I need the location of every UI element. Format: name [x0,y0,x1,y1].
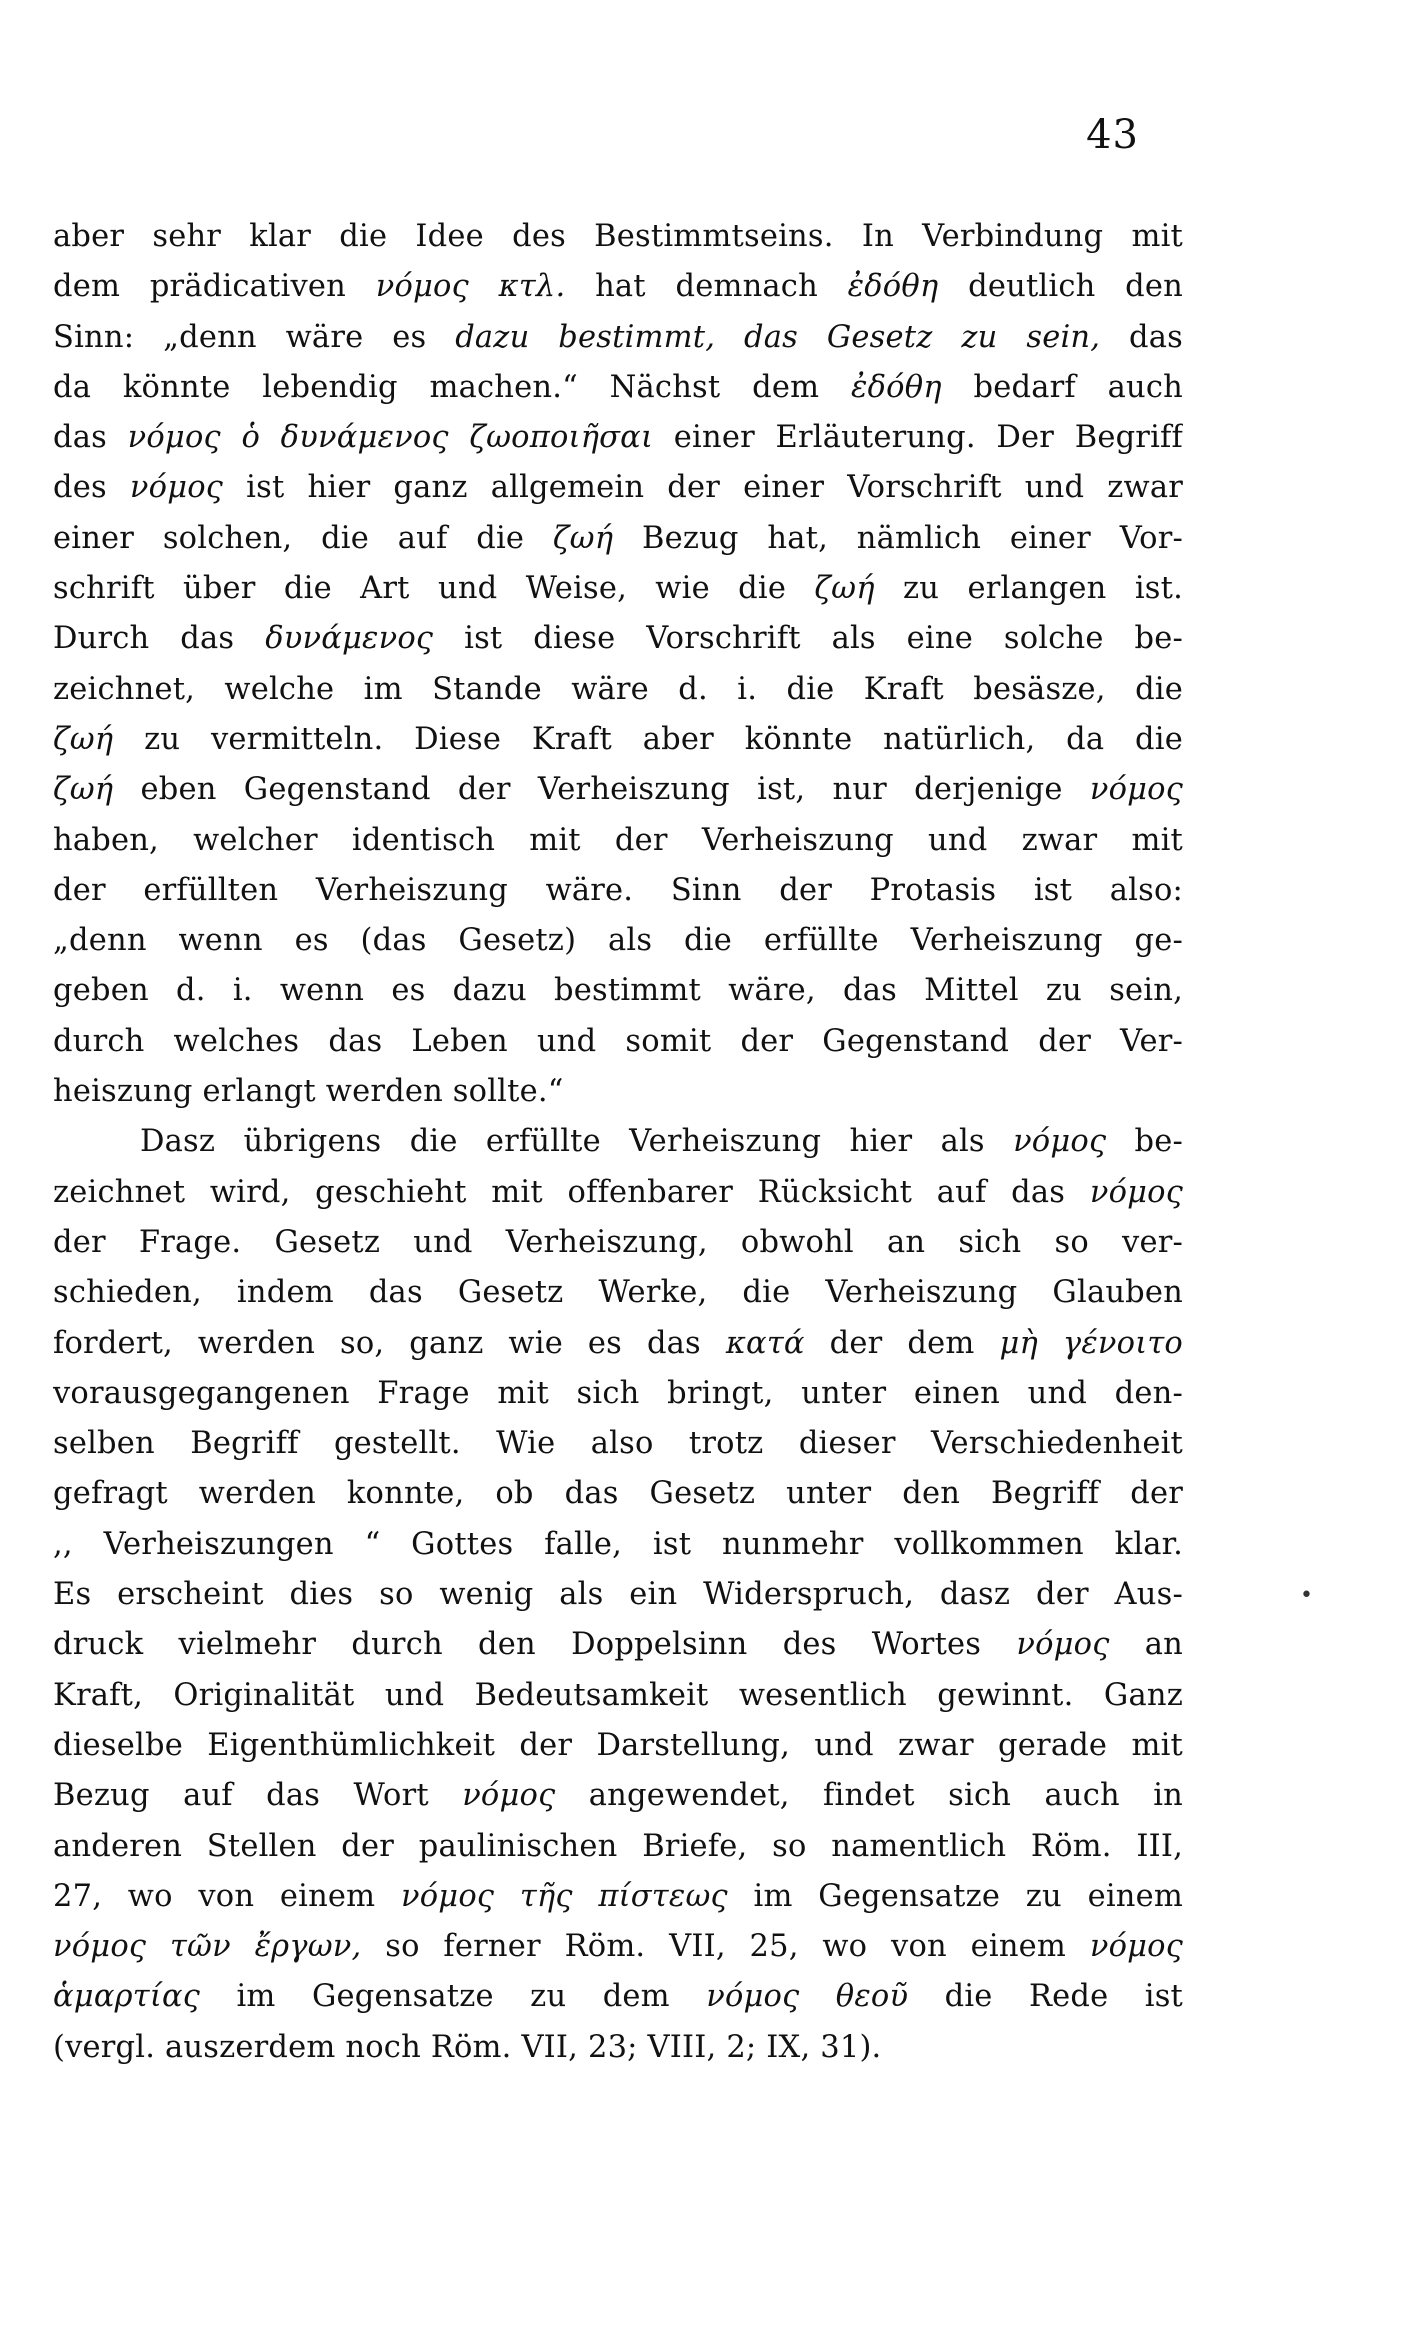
text-line: 27, wo von einem νόμος τῆς πίστεως im Gegensatze zu einem [53,1878,1183,1914]
text-line: heiszung erlangt werden sollte.“ [53,1074,564,1110]
text-line: schieden, indem das Gesetz Werke, die Verheiszung Glauben [53,1275,1183,1311]
text-line: druck vielmehr durch den Doppelsinn des Wortes νόμος an [53,1627,1183,1663]
text-line: der Frage. Gesetz und Verheiszung, obwohl an sich so ver- [53,1224,1183,1260]
text-line: das νόμος ὁ δυνάμενος ζωοποιῆσαι einer Erläuterung. Der Begriff [53,420,1183,456]
margin-mark: • [1300,1583,1313,1608]
text-line: Dasz übrigens die erfüllte Verheiszung hier als νόμος be- [140,1124,1183,1160]
text-line: fordert, werden so, ganz wie es das κατά der dem μὴ γένοιτο [53,1325,1183,1361]
text-line: selben Begriff gestellt. Wie also trotz dieser Verschiedenheit [53,1426,1183,1462]
text-line: Sinn: „denn wäre es dazu bestimmt, das Gesetz zu sein, das [53,319,1183,355]
text-line: zeichnet wird, geschieht mit offenbarer Rücksicht auf das νόμος [53,1174,1183,1210]
text-line: gefragt werden konnte, ob das Gesetz unter den Begriff der [53,1476,1183,1512]
text-line: des νόμος ist hier ganz allgemein der einer Vorschrift und zwar [53,470,1183,506]
text-line: ,, Verheiszungen “ Gottes falle, ist nunmehr vollkommen klar. [53,1526,1183,1562]
text-line: Es erscheint dies so wenig als ein Widerspruch, dasz der Aus- [53,1577,1183,1613]
text-line: dieselbe Eigenthümlichkeit der Darstellung, und zwar gerade mit [53,1727,1183,1763]
text-line: Bezug auf das Wort νόμος angewendet, findet sich auch in [53,1778,1183,1814]
text-line: anderen Stellen der paulinischen Briefe, so namentlich Röm. III, [53,1828,1183,1864]
text-line: zeichnet, welche im Stande wäre d. i. die Kraft besäsze, die [53,671,1183,707]
text-line: aber sehr klar die Idee des Bestimmtseins. In Verbindung mit [53,219,1183,254]
text-line: „denn wenn es (das Gesetz) als die erfüllte Verheiszung ge- [53,923,1183,959]
text-line: vorausgegangenen Frage mit sich bringt, unter einen und den- [53,1375,1183,1411]
text-line: haben, welcher identisch mit der Verheiszung und zwar mit [53,822,1183,858]
text-line: ζωή zu vermitteln. Diese Kraft aber könnte natürlich, da die [53,721,1183,757]
body-text [53,212,1183,2073]
text-line: Durch das δυνάμενος ist diese Vorschrift als eine solche be- [53,621,1183,657]
text-line: da könnte lebendig machen.“ Nächst dem ἐδόθη bedarf auch [53,369,1183,405]
text-line: Kraft, Originalität und Bedeutsamkeit wesentlich gewinnt. Ganz [53,1677,1183,1713]
text-line: einer solchen, die auf die ζωή Bezug hat, nämlich einer Vor- [53,520,1183,556]
text-line: der erfüllten Verheiszung wäre. Sinn der Protasis ist also: [53,872,1183,908]
text-line: schrift über die Art und Weise, wie die ζωή zu erlangen ist. [53,571,1183,607]
text-line: ζωή eben Gegenstand der Verheiszung ist, nur derjenige νόμος [53,772,1183,808]
text-line: (vergl. auszerdem noch Röm. VII, 23; VIII, 2; IX, 31). [53,2029,882,2065]
text-line: geben d. i. wenn es dazu bestimmt wäre, das Mittel zu sein, [53,973,1183,1009]
text-line: ἁμαρτίας im Gegensatze zu dem νόμος θεοῦ die Rede ist [53,1979,1183,2015]
text-line: νόμος τῶν ἔργων, so ferner Röm. VII, 25, wo von einem νόμος [53,1929,1183,1965]
text-line: durch welches das Leben und somit der Gegenstand der Ver- [53,1023,1183,1059]
text-line: dem prädicativen νόμος κτλ. hat demnach ἐδόθη deutlich den [53,269,1183,305]
page-number: 43 [1086,112,1139,158]
